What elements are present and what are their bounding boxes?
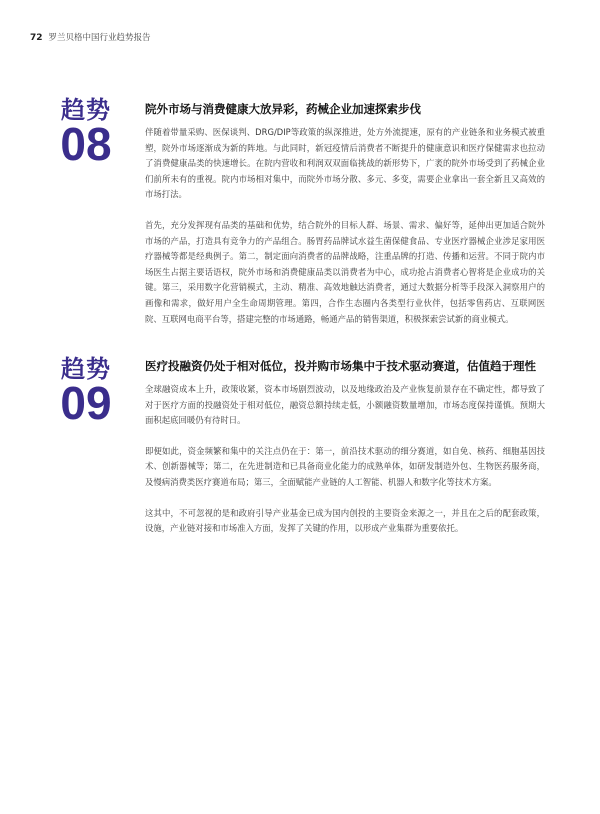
trend-09-title: 医疗投融资仍处于相对低位，投并购市场集中于技术驱动赛道，估值趋于理性 [145,359,536,373]
trend-08-paragraph-1: 伴随着带量采购、医保谈判、DRG/DIP等政策的纵深推进，处方外流提速，原有的产业链条和业务模式被重塑，院外市场逐渐成为新的阵地。与此同时，新冠疫情后消费者不断提升的健康意识和医疗保健需求也拉动了消费健康品类的快速增长。在院内营收和利润双双面临挑战的新形势下，广袤的院外市场受到了药械企业们前所未有的重视。院内市场相对集中，而院外市场分散、多元、多变，需要企业拿出一套全新且又高效的市场打法。 [145,127,545,200]
report-title: 罗兰贝格中国行业趋势报告 [48,33,151,43]
trend-08-title: 院外市场与消费健康大放异彩，药械企业加速探索步伐 [145,102,421,116]
trend-09-section [145,358,545,537]
trend-09-paragraph-2: 即便如此，资金频繁和集中的关注点仍在于：第一，前沿技术驱动的细分赛道，如自免、核药、细胞基因技术、创新器械等；第二，在先进制造和已具备商业化能力的成熟单体，如研发制造外包、生物医药服务商，及慢病消费类医疗赛道布局；第三，全面赋能产业链的人工智能、机器人和数字化等技术方案。 [145,445,545,487]
trend-label: 趋势 [61,96,111,124]
trend-number: 08 [60,118,112,170]
page-header [30,31,151,43]
trend-08-marker [56,96,116,170]
trend-08-section [145,101,545,327]
trend-label: 趋势 [61,355,111,383]
trend-number: 09 [60,377,112,429]
trend-08-paragraph-2: 首先，充分发挥现有品类的基础和优势，结合院外的目标人群、场景、需求、偏好等，延伸出更加适合院外市场的产品，打造具有竞争力的产品组合。肠胃药品牌试水益生菌保健食品、专业医疗器械企业涉足家用医疗器械等都是经典例子。第二，制定面向消费者的品牌战略，注重品牌的打造、传播和运营。不同于院内市场医生占据主要话语权，院外市场和消费健康品类以消费者为中心，成功抢占消费者心智将是企业成功的关键。第三，采用数字化营销模式，主动、精准、高效地触达消费者，通过大数据分析等手段深入洞察用户的画像和需求，做好用户全生命周期管理。第四，合作生态圈内各类型行业伙伴，包括零售药店、互联网医院、互联网电商平台等，搭建完整的市场通路，畅通产品的销售渠道，积极探索尝试新的商业模式。 [145,219,545,324]
page-number: 72 [30,33,43,43]
trend-09-paragraph-1: 全球融资成本上升，政策收紧，资本市场剧烈波动，以及地缘政治及产业恢复前景存在不确定性，都导致了对于医疗方面的投融资处于相对低位，融资总额持续走低，小额融资数量增加，市场态度保持谨慎。预期大面积起底回暖仍有待时日。 [145,384,545,426]
trend-09-marker [56,355,116,429]
trend-09-paragraph-3: 这其中，不可忽视的是和政府引导产业基金已成为国内创投的主要资金来源之一，并且在之后的配套政策，设施，产业链对接和市场准入方面，发挥了关键的作用，以形成产业集群为重要依托。 [145,507,545,534]
